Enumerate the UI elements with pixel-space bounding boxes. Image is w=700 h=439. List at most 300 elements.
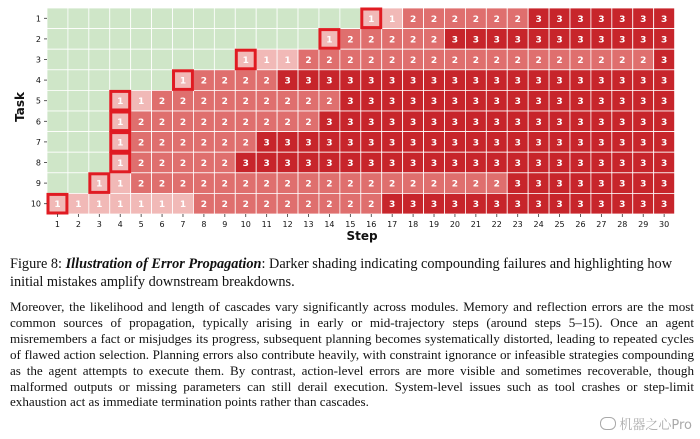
- heatmap-cell: [47, 173, 68, 194]
- cell-value-label: 3: [409, 138, 417, 149]
- heatmap-cell: [47, 132, 68, 153]
- cell-value-label: 3: [598, 76, 605, 87]
- cell-value-label: 1: [117, 138, 124, 149]
- cell-value-label: 3: [577, 35, 584, 46]
- cell-value-label: 3: [556, 138, 563, 149]
- cell-value-label: 3: [493, 117, 500, 128]
- cell-value-label: 2: [158, 117, 166, 128]
- heatmap-cell: [152, 8, 173, 29]
- cell-value-label: 3: [409, 159, 417, 169]
- heatmap-cell: [110, 49, 131, 70]
- cell-value-label: 3: [556, 76, 563, 87]
- cell-value-label: 3: [430, 117, 438, 128]
- cell-value-label: 3: [556, 117, 563, 128]
- cell-value-label: 3: [661, 117, 668, 128]
- heatmap-cell: [214, 29, 235, 50]
- cell-value-label: 3: [451, 35, 459, 46]
- cell-value-label: 3: [661, 97, 668, 108]
- heatmap-cell: [89, 8, 110, 29]
- cell-value-label: 3: [305, 76, 312, 87]
- cell-value-label: 1: [389, 14, 396, 25]
- cell-value-label: 3: [493, 35, 500, 46]
- cell-value-label: 2: [347, 35, 354, 46]
- cell-value-label: 2: [200, 159, 208, 169]
- cell-value-label: 2: [598, 56, 605, 66]
- cell-value-label: 3: [640, 76, 647, 87]
- caption-text: : Darker shading indicating compounding failures and highlighting how initial mistakes amplify downstream breakdowns.: [10, 256, 673, 290]
- cell-value-label: 3: [472, 97, 479, 108]
- cell-value-label: 2: [138, 159, 145, 169]
- cell-value-label: 3: [535, 138, 542, 149]
- cell-value-label: 2: [263, 76, 270, 87]
- heatmap-cell: [68, 111, 89, 132]
- cell-value-label: 1: [242, 56, 249, 66]
- watermark: [600, 414, 692, 433]
- y-tick-label: 10: [30, 199, 41, 209]
- cell-value-label: 3: [347, 97, 354, 108]
- cell-value-label: 3: [493, 97, 500, 108]
- y-tick-label: 5: [35, 96, 41, 106]
- cell-value-label: 3: [556, 159, 563, 169]
- cell-value-label: 3: [409, 117, 417, 128]
- heatmap-cell: [47, 111, 68, 132]
- cell-value-label: 3: [577, 179, 584, 190]
- cell-value-label: 2: [242, 138, 249, 149]
- cell-value-label: 2: [263, 200, 270, 211]
- cell-value-label: 1: [368, 14, 375, 25]
- cell-value-label: 2: [389, 35, 396, 46]
- cell-value-label: 2: [556, 56, 563, 66]
- x-tick-label: 10: [240, 220, 251, 229]
- cell-value-label: 1: [54, 200, 61, 211]
- cell-value-label: 1: [117, 200, 124, 211]
- cell-value-label: 3: [640, 200, 647, 211]
- cell-value-label: 2: [305, 200, 312, 211]
- y-tick-label: 4: [35, 76, 41, 86]
- cell-value-label: 3: [451, 97, 459, 108]
- heatmap-cell: [256, 29, 277, 50]
- cell-value-label: 1: [117, 97, 124, 108]
- cell-value-label: 3: [640, 14, 647, 25]
- cell-value-label: 1: [75, 200, 82, 211]
- heatmap-cell: [68, 90, 89, 111]
- cell-value-label: 2: [221, 117, 228, 128]
- cell-value-label: 3: [661, 200, 668, 211]
- cell-value-label: 1: [96, 200, 103, 211]
- cell-value-label: 3: [556, 14, 563, 25]
- heatmap-cell: [47, 152, 68, 173]
- cell-value-label: 2: [284, 200, 291, 211]
- x-tick-label: 19: [428, 220, 440, 229]
- x-tick-label: 13: [303, 220, 314, 229]
- cell-value-label: 2: [430, 179, 438, 190]
- x-tick-label: 15: [345, 220, 356, 229]
- heatmap-cell: [131, 8, 152, 29]
- heatmap-cell: [152, 70, 173, 91]
- cell-value-label: 3: [368, 159, 375, 169]
- cell-value-label: 3: [493, 138, 500, 149]
- cell-value-label: 3: [514, 76, 521, 87]
- x-tick-label: 26: [575, 220, 586, 229]
- cell-value-label: 1: [117, 117, 124, 128]
- cell-value-label: 2: [221, 138, 228, 149]
- cell-value-label: 3: [640, 179, 647, 190]
- heatmap-cell: [193, 8, 214, 29]
- cell-value-label: 2: [242, 97, 249, 108]
- cell-value-label: 2: [493, 14, 500, 25]
- cell-value-label: 2: [200, 138, 208, 149]
- cell-value-label: 3: [472, 117, 479, 128]
- heatmap-cell: [277, 29, 298, 50]
- cell-value-label: 2: [409, 56, 417, 66]
- heatmap-cell: [319, 8, 340, 29]
- heatmap-cell: [298, 8, 319, 29]
- cell-value-label: 3: [389, 200, 396, 211]
- body-paragraph: Moreover, the likelihood and length of cascades vary significantly across modules. Memory and reflection errors are the most common sources of propagation, typically arising in early or mid-trajectory steps (around steps 5–15). Once an agent misremembers a fact or misjudges its progress, subsequent planning becomes systematically distorted, leading to repeated cycles of flawed action selection. Planning errors also contribute heavily, with constraint ignorance or infeasible strategies compounding as the agent attempts to execute them. By contrast, action-level errors are more visible and sometimes recoverable, though malformed outputs or missing parameters can still derail execution. System-level issues such as tool crashes or step-limit exhaustion act as immediate termination points rather than cascades.: [10, 299, 694, 410]
- cell-value-label: 3: [430, 159, 438, 169]
- y-tick-label: 1: [35, 14, 41, 24]
- cell-value-label: 3: [368, 117, 375, 128]
- cell-value-label: 2: [535, 56, 542, 66]
- cell-value-label: 1: [117, 179, 124, 190]
- cell-value-label: 2: [493, 56, 500, 66]
- cell-value-label: 3: [535, 35, 542, 46]
- cell-value-label: 2: [430, 56, 438, 66]
- cell-value-label: 3: [347, 76, 354, 87]
- cell-value-label: 3: [263, 138, 270, 149]
- heatmap-cell: [89, 49, 110, 70]
- x-tick-label: 9: [222, 220, 228, 229]
- cell-value-label: 2: [472, 56, 479, 66]
- cell-value-label: 3: [263, 159, 270, 169]
- y-tick-label: 6: [35, 117, 41, 127]
- heatmap-cell: [110, 70, 131, 91]
- cell-value-label: 2: [493, 179, 500, 190]
- x-tick-label: 28: [617, 220, 628, 229]
- cell-value-label: 3: [535, 14, 542, 25]
- cell-value-label: 2: [221, 159, 228, 169]
- cell-value-label: 2: [179, 97, 187, 108]
- cell-value-label: 3: [556, 35, 563, 46]
- heatmap-cell: [340, 8, 361, 29]
- cell-value-label: 2: [451, 14, 459, 25]
- cell-value-label: 3: [577, 14, 584, 25]
- cell-value-label: 2: [158, 159, 166, 169]
- heatmap-cell: [173, 8, 194, 29]
- cell-value-label: 3: [619, 97, 626, 108]
- heatmap-cell: [89, 111, 110, 132]
- cell-value-label: 2: [242, 179, 249, 190]
- cell-value-label: 3: [661, 35, 668, 46]
- heatmap-cell: [277, 8, 298, 29]
- cell-value-label: 3: [619, 179, 626, 190]
- cell-value-label: 3: [389, 159, 396, 169]
- x-tick-label: 30: [659, 220, 670, 229]
- cell-value-label: 3: [661, 56, 668, 66]
- cell-value-label: 3: [661, 179, 668, 190]
- cell-value-label: 3: [242, 159, 249, 169]
- cell-value-label: 2: [409, 14, 417, 25]
- heatmap-cells: [47, 8, 675, 214]
- y-tick-label: 9: [35, 179, 41, 189]
- cell-value-label: 2: [430, 14, 438, 25]
- heatmap-cell: [89, 132, 110, 153]
- cell-value-label: 3: [368, 138, 375, 149]
- heatmap-cell: [131, 29, 152, 50]
- cell-value-label: 3: [514, 159, 521, 169]
- cell-value-label: 3: [577, 117, 584, 128]
- cell-value-label: 3: [472, 35, 479, 46]
- heatmap-cell: [214, 49, 235, 70]
- cell-value-label: 1: [96, 179, 103, 190]
- cell-value-label: 3: [284, 76, 291, 87]
- x-tick-label: 23: [512, 220, 523, 229]
- x-tick-label: 17: [387, 220, 398, 229]
- cell-value-label: 2: [305, 56, 312, 66]
- cell-value-label: 3: [472, 200, 479, 211]
- heatmap-cell: [68, 49, 89, 70]
- cell-value-label: 3: [514, 35, 521, 46]
- heatmap-cell: [47, 70, 68, 91]
- x-tick-label: 11: [261, 220, 272, 229]
- cell-value-label: 2: [640, 56, 647, 66]
- cell-value-label: 3: [472, 138, 479, 149]
- cell-value-label: 3: [368, 76, 375, 87]
- cell-value-label: 3: [472, 76, 479, 87]
- cell-value-label: 2: [451, 56, 459, 66]
- cell-value-label: 3: [640, 159, 647, 169]
- cell-value-label: 3: [430, 200, 438, 211]
- cell-value-label: 2: [305, 179, 312, 190]
- cell-value-label: 3: [535, 76, 542, 87]
- heatmap-cell: [47, 8, 68, 29]
- cell-value-label: 3: [619, 159, 626, 169]
- cell-value-label: 3: [430, 76, 438, 87]
- cell-value-label: 2: [430, 35, 438, 46]
- cell-value-label: 3: [430, 138, 438, 149]
- cell-value-label: 2: [368, 56, 375, 66]
- cell-value-label: 2: [284, 97, 291, 108]
- heatmap-cell: [214, 8, 235, 29]
- heatmap-cell: [68, 173, 89, 194]
- cell-value-label: 3: [556, 179, 563, 190]
- cell-value-label: 2: [242, 200, 249, 211]
- cell-value-label: 2: [472, 14, 479, 25]
- heatmap-cell: [89, 29, 110, 50]
- cell-value-label: 2: [263, 179, 270, 190]
- x-tick-label: 21: [470, 220, 481, 229]
- cell-value-label: 2: [368, 200, 375, 211]
- cell-value-label: 3: [661, 14, 668, 25]
- cell-value-label: 2: [347, 56, 354, 66]
- cell-value-label: 1: [179, 76, 187, 87]
- cell-value-label: 2: [284, 179, 291, 190]
- cell-value-label: 3: [640, 97, 647, 108]
- heatmap-cell: [47, 90, 68, 111]
- cell-value-label: 3: [619, 14, 626, 25]
- cell-value-label: 3: [451, 159, 459, 169]
- cell-value-label: 3: [640, 117, 647, 128]
- cell-value-label: 3: [389, 76, 396, 87]
- heatmap-cell: [193, 29, 214, 50]
- cell-value-label: 1: [138, 200, 145, 211]
- heatmap-cell: [89, 90, 110, 111]
- cell-value-label: 2: [305, 97, 312, 108]
- cell-value-label: 2: [389, 179, 396, 190]
- cell-value-label: 3: [514, 138, 521, 149]
- cell-value-label: 2: [263, 97, 270, 108]
- x-tick-label: 7: [180, 220, 186, 229]
- x-tick-label: 12: [282, 220, 293, 229]
- cell-value-label: 2: [138, 138, 145, 149]
- cell-value-label: 3: [514, 117, 521, 128]
- cell-value-label: 2: [409, 35, 417, 46]
- heatmap-cell: [68, 152, 89, 173]
- cell-value-label: 3: [472, 159, 479, 169]
- x-tick-label: 16: [366, 220, 377, 229]
- cell-value-label: 2: [389, 56, 396, 66]
- heatmap-cell: [110, 8, 131, 29]
- cell-value-label: 1: [284, 56, 291, 66]
- cell-value-label: 3: [535, 200, 542, 211]
- cell-value-label: 3: [661, 76, 668, 87]
- heatmap-cell: [68, 70, 89, 91]
- caption-prefix: Figure 8:: [10, 256, 66, 272]
- cell-value-label: 2: [242, 117, 249, 128]
- heatmap-cell: [193, 49, 214, 70]
- heatmap-cell: [47, 49, 68, 70]
- cell-value-label: 3: [619, 200, 626, 211]
- cell-value-label: 2: [368, 35, 375, 46]
- cell-value-label: 1: [326, 35, 333, 46]
- cell-value-label: 3: [368, 97, 375, 108]
- cell-value-label: 2: [138, 117, 145, 128]
- cell-value-label: 2: [200, 76, 208, 87]
- heatmap-cell: [47, 29, 68, 50]
- cell-value-label: 3: [305, 138, 312, 149]
- cell-value-label: 3: [514, 200, 521, 211]
- cell-value-label: 3: [389, 138, 396, 149]
- heatmap-cell: [131, 49, 152, 70]
- cell-value-label: 3: [326, 117, 333, 128]
- heatmap-cell: [256, 8, 277, 29]
- cell-value-label: 3: [514, 97, 521, 108]
- x-tick-label: 22: [491, 220, 502, 229]
- cell-value-label: 3: [535, 97, 542, 108]
- y-tick-label: 2: [35, 34, 41, 44]
- cell-value-label: 3: [598, 14, 605, 25]
- cell-value-label: 3: [619, 117, 626, 128]
- heatmap-cell: [152, 29, 173, 50]
- cell-value-label: 2: [179, 117, 187, 128]
- heatmap-cell: [68, 29, 89, 50]
- cell-value-label: 3: [556, 200, 563, 211]
- cell-value-label: 3: [347, 159, 354, 169]
- cell-value-label: 2: [263, 117, 270, 128]
- heatmap-cell: [110, 29, 131, 50]
- cell-value-label: 2: [472, 179, 479, 190]
- cell-value-label: 3: [305, 159, 312, 169]
- cell-value-label: 2: [577, 56, 584, 66]
- cell-value-label: 3: [451, 76, 459, 87]
- cell-value-label: 3: [347, 138, 354, 149]
- cell-value-label: 3: [409, 97, 417, 108]
- cell-value-label: 3: [598, 35, 605, 46]
- cell-value-label: 2: [200, 179, 208, 190]
- x-tick-label: 3: [96, 220, 102, 229]
- cell-value-label: 3: [661, 159, 668, 169]
- cell-value-label: 2: [284, 117, 291, 128]
- cell-value-label: 3: [409, 200, 417, 211]
- y-tick-label: 3: [35, 55, 41, 65]
- cell-value-label: 2: [242, 76, 249, 87]
- cell-value-label: 2: [138, 179, 145, 190]
- caption-title: Illustration of Error Propagation: [65, 256, 262, 272]
- heatmap-cell: [89, 152, 110, 173]
- cell-value-label: 2: [158, 179, 166, 190]
- x-tick-label: 6: [159, 220, 165, 229]
- cell-value-label: 2: [221, 179, 228, 190]
- cell-value-label: 3: [430, 97, 438, 108]
- cell-value-label: 2: [179, 159, 187, 169]
- cell-value-label: 3: [493, 76, 500, 87]
- cell-value-label: 3: [598, 200, 605, 211]
- cell-value-label: 2: [347, 179, 354, 190]
- x-tick-label: 14: [324, 220, 335, 229]
- heatmap-cell: [152, 49, 173, 70]
- cell-value-label: 3: [577, 76, 584, 87]
- cell-value-label: 3: [619, 76, 626, 87]
- cell-value-label: 3: [451, 117, 459, 128]
- cell-value-label: 3: [598, 138, 605, 149]
- cell-value-label: 2: [409, 179, 417, 190]
- cell-value-label: 3: [347, 117, 354, 128]
- cell-value-label: 2: [514, 14, 521, 25]
- x-axis-label: Step: [346, 229, 378, 243]
- x-tick-label: 1: [54, 220, 61, 229]
- cell-value-label: 3: [389, 97, 396, 108]
- y-tick-label: 8: [35, 158, 41, 168]
- heatmap-cell: [298, 29, 319, 50]
- cell-value-label: 3: [598, 179, 605, 190]
- x-tick-label: 5: [138, 220, 144, 229]
- cell-value-label: 3: [535, 117, 542, 128]
- cell-value-label: 3: [514, 179, 521, 190]
- cell-value-label: 3: [577, 200, 584, 211]
- x-tick-label: 24: [533, 220, 544, 229]
- cell-value-label: 3: [326, 76, 333, 87]
- cell-value-label: 2: [221, 200, 228, 211]
- cell-value-label: 3: [598, 159, 605, 169]
- cell-value-label: 2: [200, 117, 208, 128]
- x-tick-label: 20: [449, 220, 461, 229]
- cell-value-label: 2: [179, 138, 187, 149]
- y-tick-label: 7: [35, 137, 41, 147]
- heatmap-cell: [235, 29, 256, 50]
- watermark-text: 机器之心Pro: [619, 418, 692, 433]
- heatmap-cell: [235, 8, 256, 29]
- cell-value-label: 3: [598, 97, 605, 108]
- cell-value-label: 3: [535, 159, 542, 169]
- watermark-logo-icon: [600, 417, 616, 430]
- cell-value-label: 2: [347, 200, 354, 211]
- cell-value-label: 3: [577, 138, 584, 149]
- cell-value-label: 1: [117, 159, 124, 169]
- x-tick-label: 18: [408, 220, 419, 229]
- cell-value-label: 3: [640, 35, 647, 46]
- cell-value-label: 2: [326, 200, 333, 211]
- cell-value-label: 3: [451, 138, 459, 149]
